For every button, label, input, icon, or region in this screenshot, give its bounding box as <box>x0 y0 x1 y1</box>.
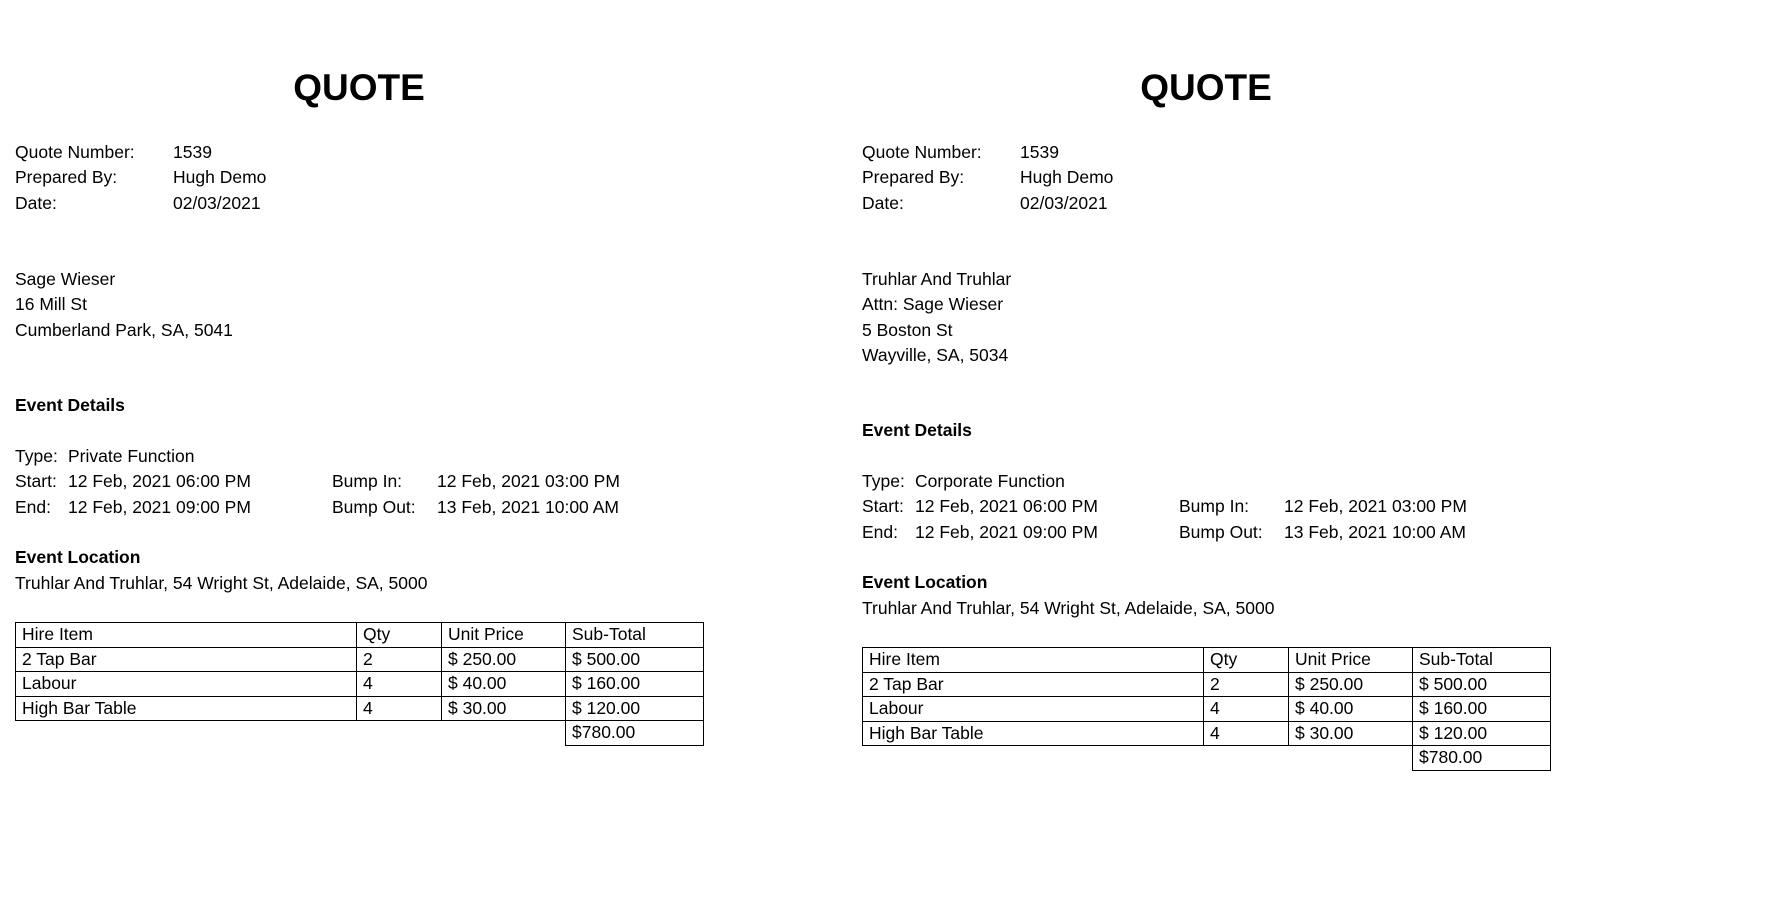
cell-sub-total: $ 120.00 <box>1413 721 1551 746</box>
cell-unit-price: $ 40.00 <box>1289 697 1413 722</box>
type-label: Type: <box>15 446 58 466</box>
bump-in-value: 12 Feb, 2021 03:00 PM <box>437 471 620 492</box>
type-value: Corporate Function <box>915 471 1065 491</box>
cell-qty: 4 <box>1204 721 1289 746</box>
type-label: Type: <box>862 471 905 491</box>
table-row <box>863 697 1551 722</box>
column-header-sub-total: Sub-Total <box>1413 648 1551 673</box>
event-location-value: Truhlar And Truhlar, 54 Wright St, Adelaide, SA, 5000 <box>15 573 428 593</box>
meta-value: 02/03/2021 <box>173 192 261 213</box>
start-label: Start: <box>15 471 57 492</box>
bump-out-label: Bump Out: <box>332 496 416 517</box>
meta-value: 1539 <box>1020 142 1059 162</box>
start-label: Start: <box>862 496 904 517</box>
column-header-hire-item: Hire Item <box>863 648 1204 673</box>
hire-items-table <box>15 622 704 746</box>
type-value: Private Function <box>68 446 195 466</box>
cell-qty: 4 <box>1204 697 1289 722</box>
table-row <box>16 647 704 672</box>
end-label: End: <box>15 496 51 517</box>
hire-items-table <box>862 647 1551 771</box>
quote-title: QUOTE <box>1140 67 1272 108</box>
cell-unit-price: $ 30.00 <box>1289 721 1413 746</box>
bump-in-value: 12 Feb, 2021 03:00 PM <box>1284 496 1467 517</box>
cell-sub-total: $ 500.00 <box>1413 672 1551 697</box>
address-line: Attn: Sage Wieser <box>862 294 1004 315</box>
meta-value: Hugh Demo <box>173 167 267 188</box>
event-details-heading: Event Details <box>15 395 125 415</box>
event-start-row <box>862 494 1562 519</box>
event-type-row <box>862 469 1562 494</box>
meta-value: 1539 <box>173 142 212 162</box>
column-header-hire-item: Hire Item <box>16 623 357 648</box>
quote-title: QUOTE <box>293 67 425 108</box>
cell-hire-item: Labour <box>863 697 1204 722</box>
cell-sub-total: $ 160.00 <box>566 672 704 697</box>
address-line: Truhlar And Truhlar <box>862 269 1012 289</box>
table-header-row <box>16 623 704 648</box>
cell-hire-item: High Bar Table <box>16 696 357 721</box>
address-line: 5 Boston St <box>862 319 953 340</box>
meta-value: 02/03/2021 <box>1020 192 1108 213</box>
meta-row-prepared-by <box>862 165 1113 190</box>
end-value: 12 Feb, 2021 09:00 PM <box>915 521 1098 542</box>
table-total-row <box>16 721 704 746</box>
bump-out-label: Bump Out: <box>1179 521 1263 542</box>
quote-meta <box>15 140 266 216</box>
event-end-row <box>15 495 715 520</box>
cell-qty: 4 <box>357 672 442 697</box>
column-header-qty: Qty <box>357 623 442 648</box>
event-location-value: Truhlar And Truhlar, 54 Wright St, Adelaide, SA, 5000 <box>862 598 1275 618</box>
table-row <box>16 696 704 721</box>
cell-hire-item: Labour <box>16 672 357 697</box>
cell-unit-price: $ 250.00 <box>1289 672 1413 697</box>
cell-unit-price: $ 40.00 <box>442 672 566 697</box>
meta-label: Date: <box>15 192 57 213</box>
event-details <box>15 444 715 520</box>
meta-label: Quote Number: <box>862 142 982 162</box>
meta-label: Prepared By: <box>15 167 118 188</box>
meta-label: Prepared By: <box>862 167 965 188</box>
meta-row-date <box>862 191 1113 216</box>
cell-qty: 2 <box>1204 672 1289 697</box>
meta-row-quote-number <box>15 140 266 165</box>
event-location-heading: Event Location <box>15 547 141 567</box>
column-header-unit-price: Unit Price <box>1289 648 1413 673</box>
meta-label: Quote Number: <box>15 142 135 162</box>
meta-row-date <box>15 191 266 216</box>
meta-row-quote-number <box>862 140 1113 165</box>
cell-unit-price: $ 250.00 <box>442 647 566 672</box>
table-total-row <box>863 746 1551 771</box>
cell-qty: 4 <box>357 696 442 721</box>
table-header-row <box>863 648 1551 673</box>
quote-document-right <box>862 0 1572 902</box>
bump-out-value: 13 Feb, 2021 10:00 AM <box>437 496 619 517</box>
table-row <box>863 721 1551 746</box>
meta-row-prepared-by <box>15 165 266 190</box>
meta-value: Hugh Demo <box>1020 167 1114 188</box>
address-line: 16 Mill St <box>15 294 87 315</box>
meta-label: Date: <box>862 192 904 213</box>
event-start-row <box>15 469 715 494</box>
customer-address <box>15 267 233 343</box>
cell-total: $780.00 <box>566 721 704 746</box>
column-header-sub-total: Sub-Total <box>566 623 704 648</box>
cell-unit-price: $ 30.00 <box>442 696 566 721</box>
table-row <box>863 672 1551 697</box>
cell-qty: 2 <box>357 647 442 672</box>
end-value: 12 Feb, 2021 09:00 PM <box>68 496 251 517</box>
bump-in-label: Bump In: <box>332 471 403 492</box>
cell-total: $780.00 <box>1413 746 1551 771</box>
event-details-heading: Event Details <box>862 420 972 440</box>
event-end-row <box>862 520 1562 545</box>
table-row <box>16 672 704 697</box>
event-type-row <box>15 444 715 469</box>
event-details <box>862 469 1562 545</box>
quote-meta <box>862 140 1113 216</box>
column-header-unit-price: Unit Price <box>442 623 566 648</box>
quote-document-left <box>15 0 725 902</box>
column-header-qty: Qty <box>1204 648 1289 673</box>
event-location-heading: Event Location <box>862 572 988 592</box>
cell-sub-total: $ 160.00 <box>1413 697 1551 722</box>
address-line: Wayville, SA, 5034 <box>862 344 1009 365</box>
cell-hire-item: 2 Tap Bar <box>863 672 1204 697</box>
address-line: Cumberland Park, SA, 5041 <box>15 319 233 340</box>
bump-out-value: 13 Feb, 2021 10:00 AM <box>1284 521 1466 542</box>
address-line: Sage Wieser <box>15 269 116 289</box>
cell-sub-total: $ 120.00 <box>566 696 704 721</box>
bump-in-label: Bump In: <box>1179 496 1250 517</box>
start-value: 12 Feb, 2021 06:00 PM <box>915 496 1098 517</box>
start-value: 12 Feb, 2021 06:00 PM <box>68 471 251 492</box>
cell-hire-item: 2 Tap Bar <box>16 647 357 672</box>
cell-sub-total: $ 500.00 <box>566 647 704 672</box>
customer-address <box>862 267 1011 368</box>
end-label: End: <box>862 521 898 542</box>
cell-hire-item: High Bar Table <box>863 721 1204 746</box>
